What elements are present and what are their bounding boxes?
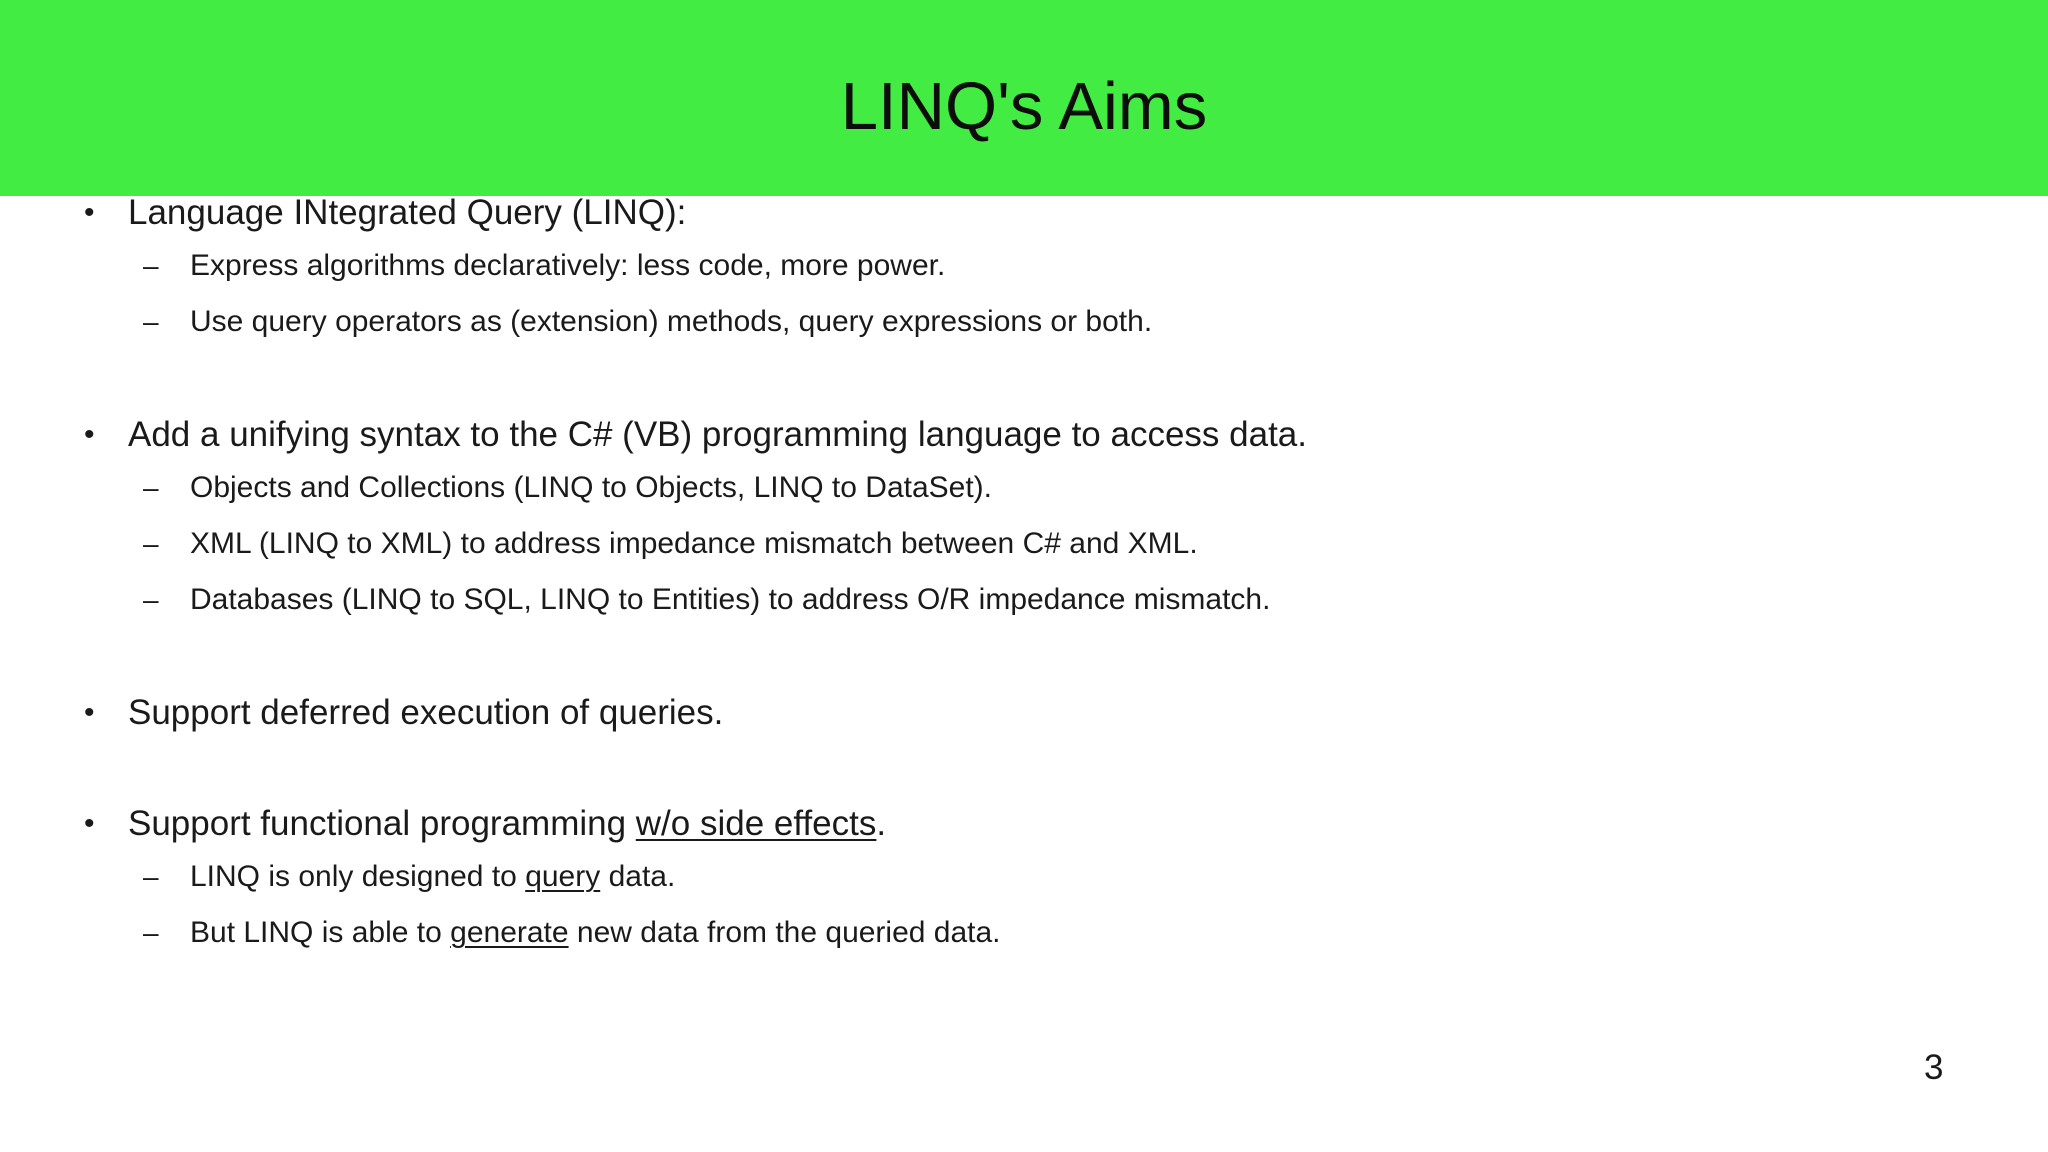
bullet-dot: • <box>84 696 95 729</box>
sub-bullet-query-only <box>143 857 676 897</box>
sub-bullet-text-after: data. <box>600 860 676 893</box>
bullet-deferred-execution <box>84 691 724 735</box>
bullet-dot: • <box>84 418 95 451</box>
slide-title: LINQ's Aims <box>840 69 1208 144</box>
sub-bullet-dash: – <box>143 584 159 615</box>
bullet-language-integrated-query <box>84 191 687 235</box>
sub-bullet-text: Use query operators as (extension) methods, query expressions or both. <box>190 305 1153 338</box>
underlined-word-query: query <box>525 860 601 893</box>
sub-bullet-dash: – <box>143 472 159 503</box>
sub-bullet-dash: – <box>143 306 159 337</box>
bullet-functional-programming <box>84 802 887 846</box>
sub-bullet-express-algorithms <box>143 246 946 286</box>
bullet-unifying-syntax <box>84 413 1307 457</box>
sub-bullet-xml <box>143 524 1198 564</box>
bullet-text: Language INtegrated Query (LINQ): <box>128 193 687 232</box>
page-number: 3 <box>1924 1048 1944 1087</box>
bullet-dot: • <box>84 196 95 229</box>
sub-bullet-objects-collections <box>143 468 993 508</box>
sub-bullet-query-operators <box>143 302 1153 342</box>
sub-bullet-text-before: LINQ is only designed to <box>190 860 526 893</box>
sub-bullet-text: Objects and Collections (LINQ to Objects, LINQ to DataSet). <box>190 471 993 504</box>
underlined-phrase-side-effects: w/o side effects <box>635 804 877 843</box>
sub-bullet-dash: – <box>143 917 159 948</box>
bullet-text-before: Support functional programming <box>128 804 636 843</box>
sub-bullet-text-before: But LINQ is able to <box>190 916 451 949</box>
sub-bullet-text: Express algorithms declaratively: less code, more power. <box>190 249 946 282</box>
sub-bullet-dash: – <box>143 528 159 559</box>
bullet-text: Support deferred execution of queries. <box>128 693 724 732</box>
sub-bullet-dash: – <box>143 861 159 892</box>
sub-bullet-dash: – <box>143 250 159 281</box>
sub-bullet-generate-data <box>143 913 1001 953</box>
bullet-dot: • <box>84 807 95 840</box>
bullet-text-after: . <box>876 804 887 843</box>
sub-bullet-text-after: new data from the queried data. <box>568 916 1001 949</box>
underlined-word-generate: generate <box>450 916 569 949</box>
sub-bullet-text: XML (LINQ to XML) to address impedance mismatch between C# and XML. <box>190 527 1198 560</box>
sub-bullet-text: Databases (LINQ to SQL, LINQ to Entities) to address O/R impedance mismatch. <box>190 583 1271 616</box>
sub-bullet-databases <box>143 580 1271 620</box>
bullet-text: Add a unifying syntax to the C# (VB) programming language to access data. <box>128 415 1307 454</box>
